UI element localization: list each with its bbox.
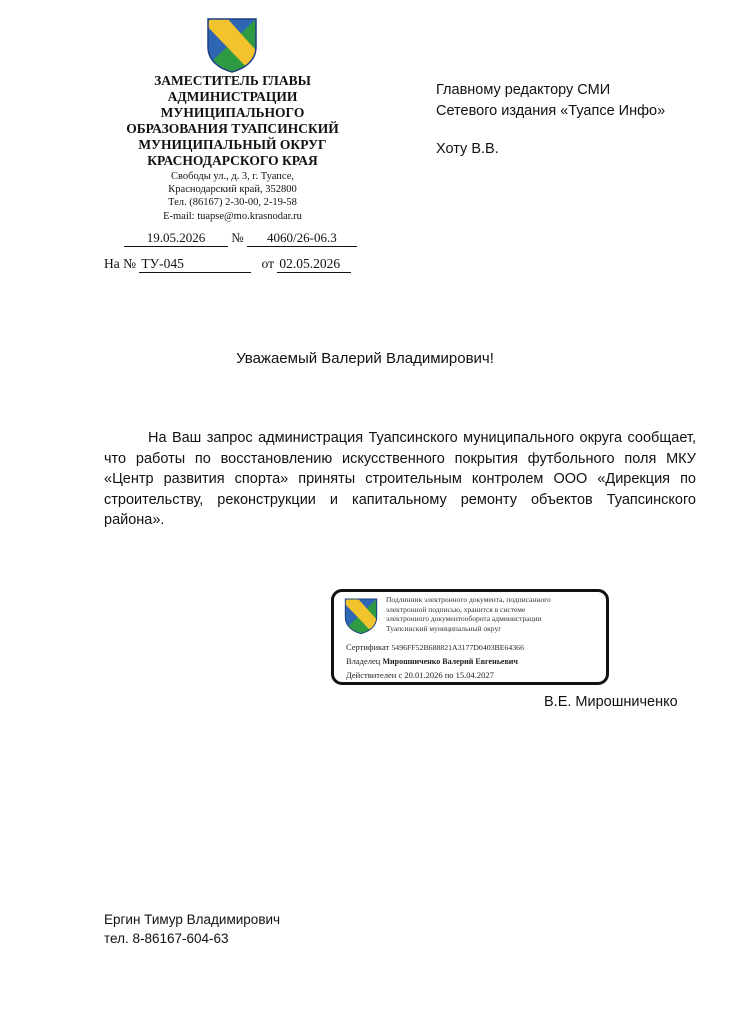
valid-to-label: по [444, 670, 454, 680]
stamp-validity-row [346, 670, 494, 680]
valid-label: Действителен с [346, 670, 403, 680]
stamp-note-line: электронного документооборота администрации [386, 614, 542, 624]
coat-of-arms-icon [206, 17, 258, 73]
org-line: АДМИНИСТРАЦИИ [167, 89, 298, 104]
valid-to: 15.04.2027 [455, 670, 494, 680]
addressee-name: Хоту В.В. [436, 141, 499, 157]
signer-name: В.Е. Мирошниченко [544, 694, 678, 710]
contact-line: Тел. (86167) 2-30-00, 2-19-58 [168, 197, 297, 209]
stamp-note-line: Туапсинский муниципальный округ [386, 623, 502, 633]
reply-date-prefix: от [261, 256, 274, 271]
certificate-value: 5496FF52B688821A3177D0403BE64366 [391, 643, 524, 652]
reply-date: 02.05.2026 [277, 256, 351, 273]
org-line: ЗАМЕСТИТЕЛЬ ГЛАВЫ [154, 73, 311, 88]
electronic-signature-stamp [331, 589, 609, 685]
letter-body: На Ваш запрос администрация Туапсинского муниципального округа сообщает, что работы по восстановлению искусственного покрытия футбольного поля МКУ «Центр развития спорта» приняты строительным контролем ООО «Дирекция по строительству, реконструкции и капитальному ремонту объектов Туапсинского района». [104, 430, 696, 528]
stamp-note [386, 595, 601, 633]
contact-line: Краснодарский край, 352800 [168, 184, 297, 196]
reply-prefix: На № [104, 256, 136, 271]
owner-label: Владелец [346, 656, 381, 666]
outgoing-date: 19.05.2026 [124, 230, 228, 247]
org-line: ОБРАЗОВАНИЯ ТУАПСИНСКИЙ [126, 121, 339, 136]
certificate-label: Сертификат [346, 642, 390, 652]
executor-phone: тел. 8-86167-604-63 [104, 931, 229, 946]
reply-reference [104, 256, 351, 273]
stamp-owner-row [346, 656, 518, 666]
stamp-coat-of-arms-icon [344, 596, 378, 636]
reply-number: ТУ-045 [139, 256, 251, 273]
salutation: Уважаемый Валерий Владимирович! [236, 350, 494, 367]
number-sign: № [231, 230, 244, 245]
valid-from: 20.01.2026 [404, 670, 443, 680]
organization-contacts [110, 170, 355, 223]
stamp-note-line: электронной подписью, хранится в системе [386, 604, 526, 614]
stamp-note-line: Подлинник электронного документа, подписанного [386, 595, 551, 604]
org-line: КРАСНОДАРСКОГО КРАЯ [147, 153, 318, 168]
addressee-line: Главному редактору СМИ [436, 82, 611, 98]
outgoing-registration [124, 230, 357, 247]
addressee-line: Сетевого издания «Туапсе Инфо» [436, 103, 666, 119]
org-line: МУНИЦИПАЛЬНОГО [160, 105, 305, 120]
org-line: МУНИЦИПАЛЬНЫЙ ОКРУГ [138, 137, 327, 152]
executor-name: Ергин Тимур Владимирович [104, 912, 281, 927]
contact-line: E-mail: tuapse@mo.krasnodar.ru [163, 210, 302, 222]
owner-value: Мирошниченко Валерий Евгеньевич [382, 657, 518, 666]
addressee-block [436, 80, 665, 160]
executor-block [104, 910, 280, 948]
organization-title [110, 73, 355, 169]
stamp-certificate-row [346, 642, 524, 652]
contact-line: Свободы ул., д. 3, г. Туапсе, [170, 171, 295, 182]
outgoing-number: 4060/26-06.3 [247, 230, 357, 247]
